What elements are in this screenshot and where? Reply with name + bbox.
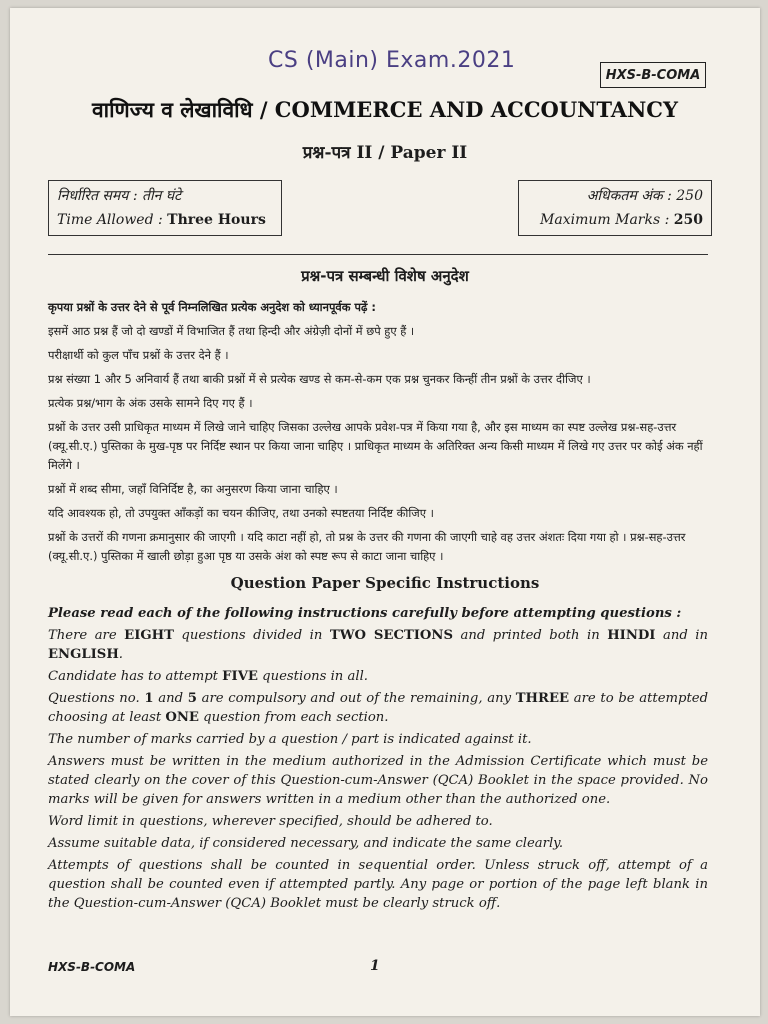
hindi-instruction-item: प्रत्येक प्रश्न/भाग के अंक उसके सामने दिए गए हैं ।	[48, 396, 253, 410]
hindi-instruction-item: प्रश्न संख्या 1 और 5 अनिवार्य हैं तथा बाकी प्रश्नों में से प्रत्येक खण्ड से कम-से-कम एक प्रश्न चुनकर किन्हीं तीन प्रश्नों के उत्तर दीजिए ।	[48, 372, 591, 386]
hindi-instruction-item: प्रश्नों में शब्द सीमा, जहाँ विनिर्दिष्ट है, का अनुसरण किया जाना चाहिए ।	[48, 482, 338, 496]
english-instruction-item: Candidate has to attempt FIVE questions in all.	[48, 669, 368, 684]
english-instruction-item: Assume suitable data, if considered necessary, and indicate the same clearly.	[48, 836, 564, 851]
english-instruction-item: Answers must be written in the medium authorized in the Admission Certificate which must be stated clearly on the cover of this Question-cum-Answer (QCA) Booklet in the space provided. No marks will be given for answers written in a medium other than the authorized one.	[48, 754, 708, 807]
exam-page	[10, 8, 760, 1016]
english-instructions-heading: Question Paper Specific Instructions	[230, 574, 540, 592]
maximum-marks-label: Maximum Marks :	[540, 212, 674, 228]
hindi-instruction-item: प्रश्नों के उत्तर उसी प्राधिकृत माध्यम में लिखे जाने चाहिए जिसका उल्लेख आपके प्रवेश-पत्र में किया गया है, और इस माध्यम का स्पष्ट उल्लेख प्रश्न-सह-उत्तर (क्यू.सी.ए.) पुस्तिका के मुख-पृष्ठ पर निर्दिष्ट स्थान पर किया जाना चाहिए । प्राधिकृत माध्यम के अतिरिक्त अन्य किसी माध्यम में लिखे गए उत्तर पर कोई अंक नहीं मिलेंगे ।	[48, 420, 703, 472]
hindi-instruction-item: प्रश्नों के उत्तरों की गणना क्रमानुसार की जाएगी । यदि काटा नहीं हो, तो प्रश्न के उत्तर की गणना की जाएगी चाहे वह उत्तर अंशतः दिया गया हो । प्रश्न-सह-उत्तर (क्यू.सी.ए.) पुस्तिका में खाली छोड़ा हुआ पृष्ठ या उसके अंश को स्पष्ट रूप से काटा जाना चाहिए ।	[48, 530, 686, 563]
divider-line	[48, 254, 708, 255]
time-allowed-label: Time Allowed :	[57, 212, 168, 228]
hindi-instruction-item: यदि आवश्यक हो, तो उपयुक्त आँकड़ों का चयन कीजिए, तथा उनको स्पष्टतया निर्दिष्ट कीजिए ।	[48, 506, 434, 520]
time-allowed-english	[57, 208, 273, 232]
hindi-instructions-heading: प्रश्न-पत्र सम्बन्धी विशेष अनुदेश	[301, 267, 469, 285]
time-allowed-value: Three Hours	[167, 212, 266, 228]
maximum-marks-value: 250	[673, 212, 703, 228]
page-number: 1	[370, 958, 380, 974]
english-instruction-item: Questions no. 1 and 5 are compulsory and out of the remaining, any THREE are to be attempted choosing at least ONE question from each section.	[48, 691, 709, 725]
exam-stamp: CS (Main) Exam.2021	[268, 48, 516, 73]
maximum-marks-box	[518, 180, 712, 236]
english-instruction-item: There are EIGHT questions divided in TWO SECTIONS and printed both in HINDI and in ENGLISH.	[48, 628, 708, 662]
maximum-marks-english	[527, 208, 703, 232]
paper-code-box: HXS-B-COMA	[600, 62, 706, 88]
time-allowed-hindi: निर्धारित समय : तीन घंटे	[57, 188, 182, 204]
english-instructions-lead: Please read each of the following instructions carefully before attempting questions :	[48, 606, 682, 621]
paper-title: प्रश्न-पत्र II / Paper II	[302, 143, 468, 163]
subject-title: वाणिज्य व लेखाविधि / COMMERCE AND ACCOUNTANCY	[91, 97, 679, 122]
maximum-marks-hindi: अधिकतम अंक : 250	[586, 188, 703, 204]
hindi-instruction-item: इसमें आठ प्रश्न हैं जो दो खण्डों में विभाजित हैं तथा हिन्दी और अंग्रेज़ी दोनों में छपे हुए हैं ।	[48, 324, 415, 338]
english-instruction-item: Word limit in questions, wherever specified, should be adhered to.	[48, 814, 493, 829]
english-instructions	[48, 604, 708, 916]
hindi-instructions	[48, 298, 708, 571]
english-instruction-item: Attempts of questions shall be counted in sequential order. Unless struck off, attempt of a question shall be counted even if attempted partly. Any page or portion of the page left blank in the Question-cum-Answer (QCA) Booklet must be clearly struck off.	[48, 858, 708, 911]
footer-paper-code: HXS-B-COMA	[48, 960, 136, 974]
hindi-instruction-item: परीक्षार्थी को कुल पाँच प्रश्नों के उत्तर देने हैं ।	[48, 348, 229, 362]
english-instruction-item: The number of marks carried by a question / part is indicated against it.	[48, 732, 532, 747]
time-allowed-box	[48, 180, 282, 236]
hindi-instructions-lead: कृपया प्रश्नों के उत्तर देने से पूर्व निम्नलिखित प्रत्येक अनुदेश को ध्यानपूर्वक पढ़ें :	[48, 300, 376, 314]
